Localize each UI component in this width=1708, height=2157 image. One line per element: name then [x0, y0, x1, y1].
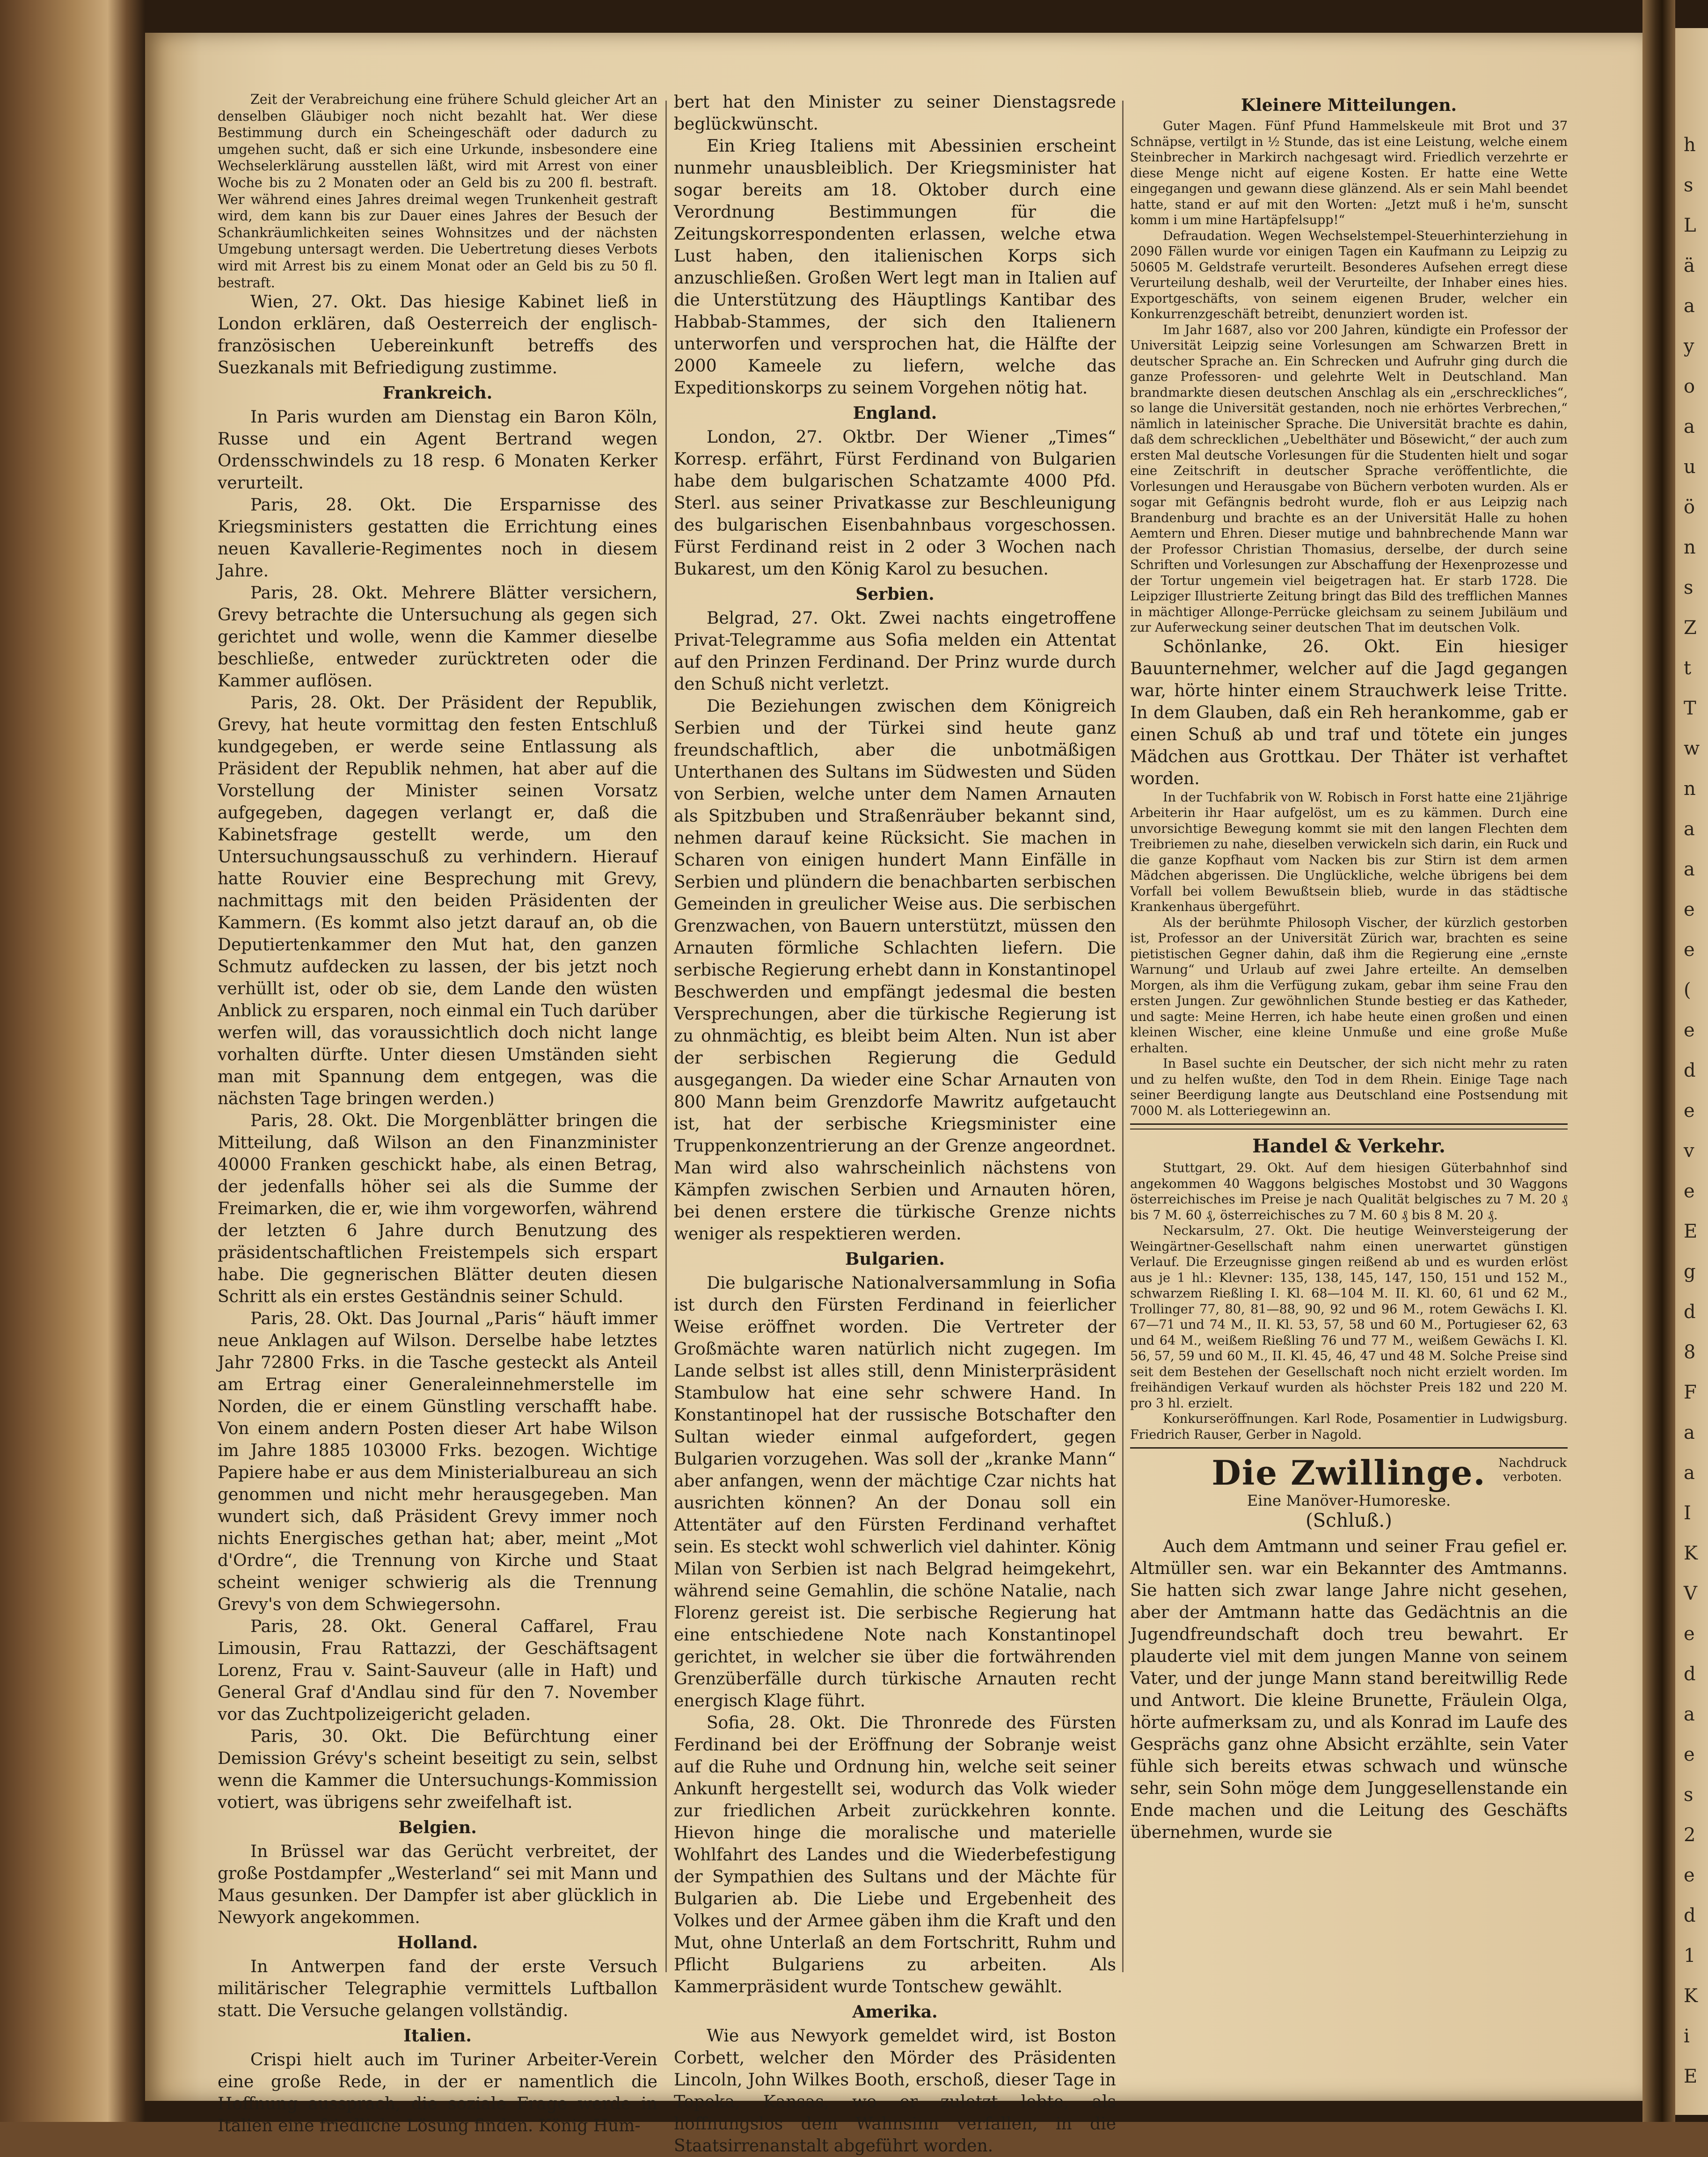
- facing-page-letter: n: [1684, 537, 1696, 558]
- facing-page-letter: h: [1684, 134, 1696, 156]
- article-paragraph: Paris, 28. Okt. Die Ersparnisse des Kriegsministers gestatten die Errichtung eines neuen Kavallerie-Regimentes noch in diesem Jahre.: [218, 496, 657, 581]
- article-paragraph: In Paris wurden am Dienstag ein Baron Köln, Russe und ein Agent Bertrand wegen Ordensschwindels zu 18 resp. 6 Monaten Kerker verurteilt.: [218, 408, 657, 493]
- handel-items: [1130, 1160, 1568, 1443]
- facing-page-letter: n: [1684, 778, 1696, 800]
- mitteilungen-items-2: [1130, 790, 1568, 1119]
- feuilleton-header: [1130, 1454, 1568, 1532]
- article-paragraph: Crispi hielt auch im Turiner Arbeiter-Verein eine große Rede, in der er namentlich die Hoffnung aussprach, die soziale Frage werde in Italien eine friedliche Lösung finden. König Hum-: [218, 2050, 657, 2136]
- article-paragraph: Paris, 30. Okt. Die Befürchtung einer Demission Grévy's scheint beseitigt zu sein, selbst wenn die Kammer die Untersuchungs-Kommission votiert, was übrigens sehr zweifelhaft ist.: [218, 1727, 657, 1813]
- facing-page-letter: i: [1684, 2026, 1690, 2047]
- news-item: Guter Magen. Fünf Pfund Hammelskeule mit Brot und 37 Schnäpse, vertilgt in ½ Stunde, das ist eine Leistung, welche einem Steinbrecher in Markirch nachgesagt wird. Friedlich verzehrte er diese Menge nicht auf eigene Kosten. Er hatte eine Wette eingegangen und gewann diese glänzend. Als er sein Mahl beendet hatte, stand er auf mit den Worten: „Jetzt muß i he'm, sunscht komm i um mine Hartäpfelsupp!“: [1130, 119, 1568, 227]
- article-paragraph: bert hat den Minister zu seiner Dienstagsrede beglückwünscht.: [674, 93, 1116, 134]
- article-paragraph: Zeit der Verabreichung eine frühere Schuld gleicher Art an denselben Gläubiger noch nicht bezahlt hat. Wer diese Bestimmung durch ein Scheingeschäft oder dadurch zu umgehen sucht, daß er sich eine Urkunde, insbesondere eine Wechselerklärung ausstellen läßt, wird mit Arrest von einer Woche bis zu 2 Monaten oder an Geld bis zu 200 fl. bestraft. Wer während eines Jahres dreimal wegen Trunkenheit gestraft wird, dem kann bis zur Dauer eines Jahres der Besuch der Schankräumlichkeiten seines Wohnsitzes und der nächsten Umgebung untersagt werden. Die Uebertretung dieses Verbots wird mit Arrest bis zu einem Monat oder an Geld bis zu 50 fl. bestraft.: [218, 92, 657, 291]
- section-heading: Bulgarien.: [845, 1249, 945, 1269]
- feuilleton-conclusion-mark: (Schluß.): [1306, 1510, 1392, 1531]
- section-heading: Frankreich.: [382, 383, 493, 403]
- facing-page-letter: w: [1684, 738, 1700, 759]
- facing-page-letter: d: [1684, 1060, 1696, 1081]
- facing-page-letter: F: [1684, 1382, 1697, 1403]
- section-heading: Belgien.: [398, 1818, 477, 1838]
- facing-page-letter: s: [1684, 577, 1693, 598]
- article-paragraph: Ein Krieg Italiens mit Abessinien erscheint nunmehr unausbleiblich. Der Kriegsminister hat sogar bereits am 18. Oktober durch eine Verordnung Bestimmungen für die Zeitungskorrespondenten erlassen, welche etwa Lust haben, den italienischen Korps sich anzuschließen. Großen Wert legt man in Italien auf die Unterstützung des Häuptlings Kantibar des Habbab-Stammes, der sich den Italienern unterworfen und versprochen hat, die Hälfte der 2000 Kameele zu liefern, welche das Expeditionskorps zu seinem Vorgehen nötig hat.: [674, 137, 1116, 398]
- section-heading: Amerika.: [852, 2002, 938, 2022]
- article-paragraph: Sofia, 28. Okt. Die Thronrede des Fürsten Ferdinand bei der Eröffnung der Sobranje weist auf die Ruhe und Ordnung hin, welche seit seiner Ankunft hergestellt sei, wodurch das Volk wieder zur friedlichen Arbeit zurückkehren konnte. Hievon hinge die moralische und materielle Wohlfahrt des Landes und die Wiederbefestigung der Sympathien des Sultans und der Mächte für Bulgarien ab. Die Liebe und Ergebenheit des Volkes und der Armee gäben ihm die Kraft und den Mut, ohne Unterlaß an dem Fortschritt, Ruhm und Pflicht Bulgariens zu arbeiten. Als Kammerpräsident wurde Tontschew gewählt.: [674, 1713, 1116, 1997]
- next-page-edge: [1675, 28, 1708, 2115]
- feuilleton-subtitle: Eine Manöver-Humoreske.: [1247, 1492, 1451, 1509]
- facing-page-letter: s: [1684, 1784, 1693, 1806]
- section-heading: England.: [853, 403, 937, 423]
- column-rule-2: [1122, 101, 1124, 1972]
- news-item: Im Jahr 1687, also vor 200 Jahren, kündigte ein Professor der Universität Leipzig seine Vorlesungen am Schwarzen Brett in deutscher Sprache an. Ein Schrecken und Aufruhr ging durch die ganze Professoren- und gelehrte Welt in Deutschland. Man brandmarkte diesen deutschen Anschlag als ein „erschreckliches“, so lange die Universität gestanden, noch nie erhörtes Verbrechen,“ nämlich in lateinischer Sprache. Die Universität brachte es dahin, daß dem schrecklichen „Uebelthäter und Bösewicht,“ der auch zum ersten Mal deutsche Vorlesungen für die Studenten hielt und sogar eine Zeitschrift in deutscher Sprache veröffentlichte, die Vorlesungen und Herausgabe von Büchern verboten wurden. Als er sogar mit Gefängnis bedroht wurde, floh er aus Leipzig nach Brandenburg und brachte es an der Universität Halle zu hohen Aemtern und Ehren. Dieser mutige und bahnbrechende Mann war der Professor Christian Thomasius, derselbe, der durch seine Schriften und Vorlesungen zur Abschaffung der Hexenprozesse und der Tortur ungemein viel beigetragen hat. Er starb 1728. Die Leipziger Illustrierte Zeitung bringt das Bild des trefflichen Mannes in mächtiger Allonge-Perrücke gleichsam zu seinem Jubiläum und zur Auferweckung seiner deutschen That im deutschen Volk.: [1130, 322, 1568, 635]
- news-item: In Basel suchte ein Deutscher, der sich nicht mehr zu raten und zu helfen wußte, den Tod in dem Rhein. Einige Tage nach seiner Beerdigung langte aus Deutschland eine Postsendung mit 7000 M. als Lotteriegewinn an.: [1130, 1057, 1568, 1118]
- facing-page-letter: E: [1684, 2066, 1698, 2087]
- facing-page-letter: ä: [1684, 255, 1695, 277]
- schoenlanke-item: Schönlanke, 26. Okt. Ein hiesiger Bauunternehmer, welcher auf die Jagd gegangen war, hörte hinter einem Strauchwerk leise Tritte. In dem Glauben, daß ein Reh herankomme, gab er einen Schuß ab und traf und tötete ein junges Mädchen aus Grottkau. Der Thäter ist verhaftet worden.: [1130, 637, 1568, 788]
- article-paragraph: Paris, 28. Okt. Mehrere Blätter versichern, Grevy betrachte die Untersuchung als gegen sich gerichtet und wolle, wenn die Kammer dieselbe beschließe, entweder zurücktreten oder die Kammer auflösen.: [218, 583, 657, 691]
- facing-page-letter: 1: [1684, 1945, 1696, 1967]
- article-paragraph: In Antwerpen fand der erste Versuch militärischer Telegraphie vermittels Luftballon statt. Die Versuche gelangen vollständig.: [218, 1957, 657, 2021]
- handel-heading: Handel & Verkehr.: [1252, 1135, 1445, 1157]
- facing-page-letter: K: [1684, 1543, 1698, 1564]
- facing-page-letter: e: [1684, 1623, 1695, 1645]
- facing-page-letter: 8: [1684, 1341, 1696, 1363]
- news-item: Als der berühmte Philosoph Vischer, der kürzlich gestorben ist, Professor an der Universität Zürich war, brachten es seine pietistischen Gegner dahin, daß ihm die Regierung eine „ernste Warnung“ und Urlaub auf zwei Jahre erteilte. An demselben Morgen, als ihm die Verfügung zukam, gebar ihm seine Frau den ersten Jungen. Zur gewöhnlichen Stunde bestieg er das Katheder, und sagte: Meine Herren, ich habe heute einen großen und einen kleinen Wischer, eine kleine Unmuße und eine große Muße erhalten.: [1130, 915, 1568, 1056]
- facing-page-letter: K: [1684, 1985, 1698, 2007]
- section-heading: Holland.: [397, 1933, 478, 1953]
- article-paragraph: Wie aus Newyork gemeldet wird, ist Boston Corbett, welcher den Mörder des Präsidenten Lincoln, John Wilkes Booth, erschoß, dieser Tage in Topeka, Kansas, wo er zuletzt lebte, als hoffnungslos dem Wahnsinn verfallen, in die Staatsirrenanstalt abgeführt worden.: [674, 2026, 1116, 2156]
- column-rule-1: [665, 101, 667, 1972]
- facing-page-letter: a: [1684, 1462, 1695, 1484]
- facing-page-letter: a: [1684, 295, 1695, 317]
- facing-page-letter: d: [1684, 1663, 1696, 1685]
- article-paragraph: Belgrad, 27. Okt. Zwei nachts eingetroffene Privat-Telegramme aus Sofia melden ein Attentat auf den Prinzen Ferdinand. Der Prinz wurde durch den Schuß nicht verletzt.: [674, 609, 1116, 694]
- facing-page-letter: a: [1684, 859, 1695, 880]
- column-1: [218, 91, 657, 2137]
- facing-page-letter: e: [1684, 939, 1695, 961]
- facing-page-letter: a: [1684, 818, 1695, 840]
- facing-page-letter: T: [1684, 698, 1696, 719]
- facing-page-letter: ö: [1684, 496, 1695, 518]
- article-paragraph: Die Beziehungen zwischen dem Königreich Serbien und der Türkei sind heute ganz freundschaftlich, aber die unbotmäßigen Unterthanen des Sultans im Südwesten und Süden von Serbien, welche unter dem Namen Arnauten als Spitzbuben und Straßenräuber bekannt sind, nehmen darauf keine Rücksicht. Sie machen in Scharen von einigen hundert Mann Einfälle in Serbien und plündern die benachbarten serbischen Gemeinden in greulicher Weise aus. Die serbischen Grenzwachen, von Bauern unterstützt, müssen den Arnauten förmliche Schlachten liefern. Die serbische Regierung erhebt dann in Konstantinopel Beschwerden und empfängt jedesmal die besten Versprechungen, aber die türkische Regierung ist zu ohnmächtig, es bleibt beim Alten. Nun ist aber der serbischen Regierung die Geduld ausgegangen. Da wieder eine Schar Arnauten von 800 Mann beim Grenzdorfe Mawritz aufgetaucht ist, hat der serbische Kriegsminister eine Truppenkonzentrierung an der Grenze angeordnet. Man wird also wahrscheinlich nächstens von Kämpfen zwischen Serbien und Arnauten hören, bei denen erstere die türkische Grenze nichts weniger als respektieren werden.: [674, 697, 1116, 1244]
- article-paragraph: In Brüssel war das Gerücht verbreitet, der große Postdampfer „Westerland“ sei mit Mann und Maus gesunken. Der Dampfer ist aber glücklich in Newyork angekommen.: [218, 1842, 657, 1928]
- facing-page-letter: Z: [1684, 617, 1697, 639]
- facing-page-letter: a: [1684, 1704, 1695, 1725]
- facing-page-letter: E: [1684, 1221, 1698, 1242]
- article-paragraph: Paris, 28. Okt. General Caffarel, Frau Limousin, Frau Rattazzi, der Geschäftsagent Lorenz, Frau v. Saint-Sauveur (alle in Haft) und General Graf d'Andlau sind für den 7. November vor das Zuchtpolizeigericht geladen.: [218, 1617, 657, 1725]
- feuilleton-divider: [1130, 1447, 1568, 1449]
- facing-page-letter: s: [1684, 175, 1693, 196]
- facing-page-letter: d: [1684, 1301, 1696, 1323]
- news-item: Stuttgart, 29. Okt. Auf dem hiesigen Güterbahnhof sind angekommen 40 Waggons belgisches Mostobst und 30 Waggons österreichisches im Preise je nach Qualität belgisches zu 7 M. 20 ₰ bis 7 M. 60 ₰, österreichisches zu 7 M. 60 ₰ bis 8 M. 20 ₰.: [1130, 1161, 1568, 1223]
- article-paragraph: London, 27. Oktbr. Der Wiener „Times“ Korresp. erfährt, Fürst Ferdinand von Bulgarien habe dem bulgarischen Schatzamte 4000 Pfd. Sterl. aus seiner Privatkasse zur Beschleunigung des bulgarischen Eisenbahnbaus vorgeschossen. Fürst Ferdinand reist in 2 oder 3 Wochen nach Bukarest, um den König Karol zu besuchen.: [674, 428, 1116, 579]
- facing-page-letter: u: [1684, 456, 1696, 478]
- facing-page-letter: e: [1684, 1100, 1695, 1122]
- facing-page-letter: g: [1684, 1261, 1696, 1283]
- facing-page-letter: t: [1684, 657, 1692, 679]
- facing-page-letter: v: [1684, 1140, 1694, 1162]
- facing-page-letter: V: [1684, 1583, 1697, 1604]
- news-item: Neckarsulm, 27. Okt. Die heutige Weinversteigerung der Weingärtner-Gesellschaft nahm einen unerwartet günstigen Verlauf. Die Erzeugnisse gingen reißend ab und es wurden erlöst aus je 1 hl.: Klevner: 135, 138, 145, 147, 150, 151 und 152 M., schwarzem Rießling I. Kl. 68—104 M. II. Kl. 60, 61 und 62 M., Trollinger 77, 80, 81—88, 90, 92 und 96 M., rotem Gewächs I. Kl. 67—71 und 74 M., II. Kl. 53, 57, 58 und 60 M., Portugieser 62, 63 und 64 M., weißem Rießling 76 und 77 M., weißem Gewächs I. Kl. 56, 57, 59 und 60 M., II. Kl. 45, 46, 47 und 48 M. Solche Preise sind seit dem Bestehen der Gesellschaft noch nicht erzielt worden. Im freihändigen Verkauf wurden als höchster Preis 182 und 220 M. pro 3 hl. erzielt.: [1130, 1224, 1568, 1411]
- article-paragraph: Paris, 28. Okt. Der Präsident der Republik, Grevy, hat heute vormittag den festen Entschluß kundgegeben, er werde seine Entlassung als Präsident der Republik nehmen, hat aber auf die Vorstellung der Minister seinen Vorsatz aufgegeben, dagegen verlangt er, daß die Kabinetsfrage gestellt werde, um den Untersuchungsausschuß zu verhindern. Hierauf hatte Rouvier eine Besprechung mit Grevy, nachmittags mit den beiden Präsidenten der Kammern. (Es kommt also jetzt darauf an, ob die Deputiertenkammer den Mut hat, den ganzen Schmutz aufdecken zu lassen, der bis jetzt noch verhüllt ist, oder ob sie, dem Lande den wüsten Anblick zu ersparen, noch einmal ein Tuch darüber werfen will, das voraussichtlich doch nicht lange vorhalten dürfte. Unter diesen Umständen sieht man mit Spannung dem entgegen, was die nächsten Tage bringen werden.): [218, 693, 657, 1109]
- feuilleton-text: Auch dem Amtmann und seiner Frau gefiel er. Altmüller sen. war ein Bekannter des Amtmanns. Sie hatten sich zwar lange Jahre nicht gesehen, aber der Amtmann hatte das Gedächtnis an die Jugendfreundschaft doch treu bewahrt. Er plauderte viel mit dem jungen Manne von seinem Vater, und der junge Mann stand bereitwillig Rede und Antwort. Die kleine Brunette, Fräulein Olga, hörte aufmerksam zu, und als Konrad im Laufe des Gesprächs ganz ohne Absicht erzählte, sein Vater fühle sich bereits etwas schwach und wünsche sehr, sein Sohn möge dem Junggesellenstande ein Ende machen und die Leitung des Geschäfts übernehmen, wurde sie: [1130, 1537, 1568, 1842]
- facing-page-letter: e: [1684, 899, 1695, 920]
- article-paragraph: Paris, 28. Okt. Die Morgenblätter bringen die Mitteilung, daß Wilson an den Finanzminister 40000 Franken geschickt habe, als einen Betrag, der jedenfalls höher sei als die Summe der Freimarken, die er, wie ihm vorgeworfen, während der letzten 6 Jahre durch Benutzung des präsidentschaftlichen Freistempels sich erspart habe. Die gegnerischen Blätter deuten diesen Schritt als ein erstes Geständnis seiner Schuld.: [218, 1111, 657, 1307]
- facing-page-letter: a: [1684, 416, 1695, 437]
- news-item: In der Tuchfabrik von W. Robisch in Forst hatte eine 21jährige Arbeiterin ihr Haar aufgelöst, um es zu kämmen. Durch eine unvorsichtige Bewegung kommt sie mit den langen Flechten dem Treibriemen zu nahe, dieselben verwickeln sich darin, ein Ruck und die ganze Kopfhaut vom Nacken bis zur Stirn ist dem armen Mädchen abgerissen. Die Unglückliche, welche übrigens bei dem Vorfall bei vollem Bewußtsein blieb, wurde in das städtische Krankenhaus übergeführt.: [1130, 790, 1568, 914]
- reprint-notice: Nachdruck verboten.: [1498, 1456, 1567, 1484]
- news-item: Defraudation. Wegen Wechselstempel-Steuerhinterziehung in 2090 Fällen wurde vor einigen Tagen ein Kaufmann zu Leipzig zu 50605 M. Geldstrafe verurteilt. Besonderes Aufsehen erregt diese Verurteilung deshalb, weil der Verurteilte, der Inhaber eines hies. Exportgeschäfts, von seinem eigenen Bruder, welcher ein Konkurrenzgeschäft betreibt, denunziert worden ist.: [1130, 228, 1568, 321]
- facing-page-letter: e: [1684, 1020, 1695, 1041]
- facing-page-letter: I: [1684, 1502, 1691, 1524]
- book-gutter: [1642, 0, 1675, 2122]
- facing-page-letter: e: [1684, 1865, 1695, 1886]
- facing-page-letter: L: [1684, 215, 1696, 236]
- mitteilungen-items: [1130, 118, 1568, 636]
- section-heading: Italien.: [403, 2026, 472, 2046]
- facing-page-letter: d: [1684, 1905, 1696, 1926]
- facing-page-letter: o: [1684, 376, 1695, 397]
- facing-page-letter: e: [1684, 1744, 1695, 1765]
- facing-page-letter: y: [1684, 335, 1694, 357]
- facing-page-letter: (: [1684, 979, 1691, 1001]
- mitteilungen-heading: Kleinere Mitteilungen.: [1241, 95, 1457, 115]
- facing-page-letter: 2: [1684, 1824, 1696, 1846]
- facing-page-letter: a: [1684, 1422, 1695, 1443]
- section-divider: [1130, 1123, 1568, 1130]
- column-2: [674, 91, 1116, 2157]
- article-paragraph: Wien, 27. Okt. Das hiesige Kabinet ließ in London erklären, daß Oesterreich der englisch-französischen Uebereinkunft betreffs des Suezkanals mit Befriedigung zustimme.: [218, 292, 657, 378]
- facing-page-letter: e: [1684, 1181, 1695, 1202]
- news-item: Konkurseröffnungen. Karl Rode, Posamentier in Ludwigsburg. Friedrich Rauser, Gerber in Nagold.: [1130, 1412, 1568, 1442]
- section-heading: Serbien.: [855, 584, 934, 604]
- article-paragraph: Die bulgarische Nationalversammlung in Sofia ist durch den Fürsten Ferdinand in feierlicher Weise eröffnet worden. Die Vertreter der Großmächte waren natürlich nicht zugegen. Im Lande selbst ist alles still, denn Ministerpräsident Stambulow hat eine sehr schwere Hand. In Konstantinopel hat der russische Botschafter den Sultan wieder einmal aufgefordert, gegen Bulgarien vorzugehen. Was soll der „kranke Mann“ aber anfangen, wenn der mächtige Czar nichts hat ausrichten können? An der Donau soll ein Attentäter auf den Fürsten Ferdinand verhaftet sein. Es steckt wohl schwerlich viel dahinter. König Milan von Serbien ist nach Belgrad heimgekehrt, während seine Gemahlin, die schöne Natalie, nach Florenz gereist ist. Die serbische Regierung hat eine entschiedene Note nach Konstantinopel gerichtet, in welcher sie über die fortwährenden Grenzüberfälle durch türkische Arnauten recht energisch Klage führt.: [674, 1274, 1116, 1711]
- article-paragraph: Paris, 28. Okt. Das Journal „Paris“ häuft immer neue Anklagen auf Wilson. Derselbe habe letztes Jahr 72800 Frks. in die Tasche gesteckt als Anteil am Ertrag einer Generaleinnehmerstelle im Norden, die er einem Günstling verschafft habe. Von einem andern Posten dieser Art habe Wilson im Jahre 1885 103000 Frks. bezogen. Wichtige Papiere habe er aus dem Ministerialbureau an sich genommen und nicht mehr herausgegeben. Man wundert sich, daß Präsident Grevy immer noch nichts Energisches gethan hat; aber, meint „Mot d'Ordre“, die Trennung von Kirche und Staat scheint weniger schwierig als die Trennung Grevy's von dem Schwiegersohn.: [218, 1309, 657, 1615]
- feuilleton-title: Die Zwillinge.: [1212, 1453, 1486, 1493]
- column-3: [1130, 91, 1568, 1844]
